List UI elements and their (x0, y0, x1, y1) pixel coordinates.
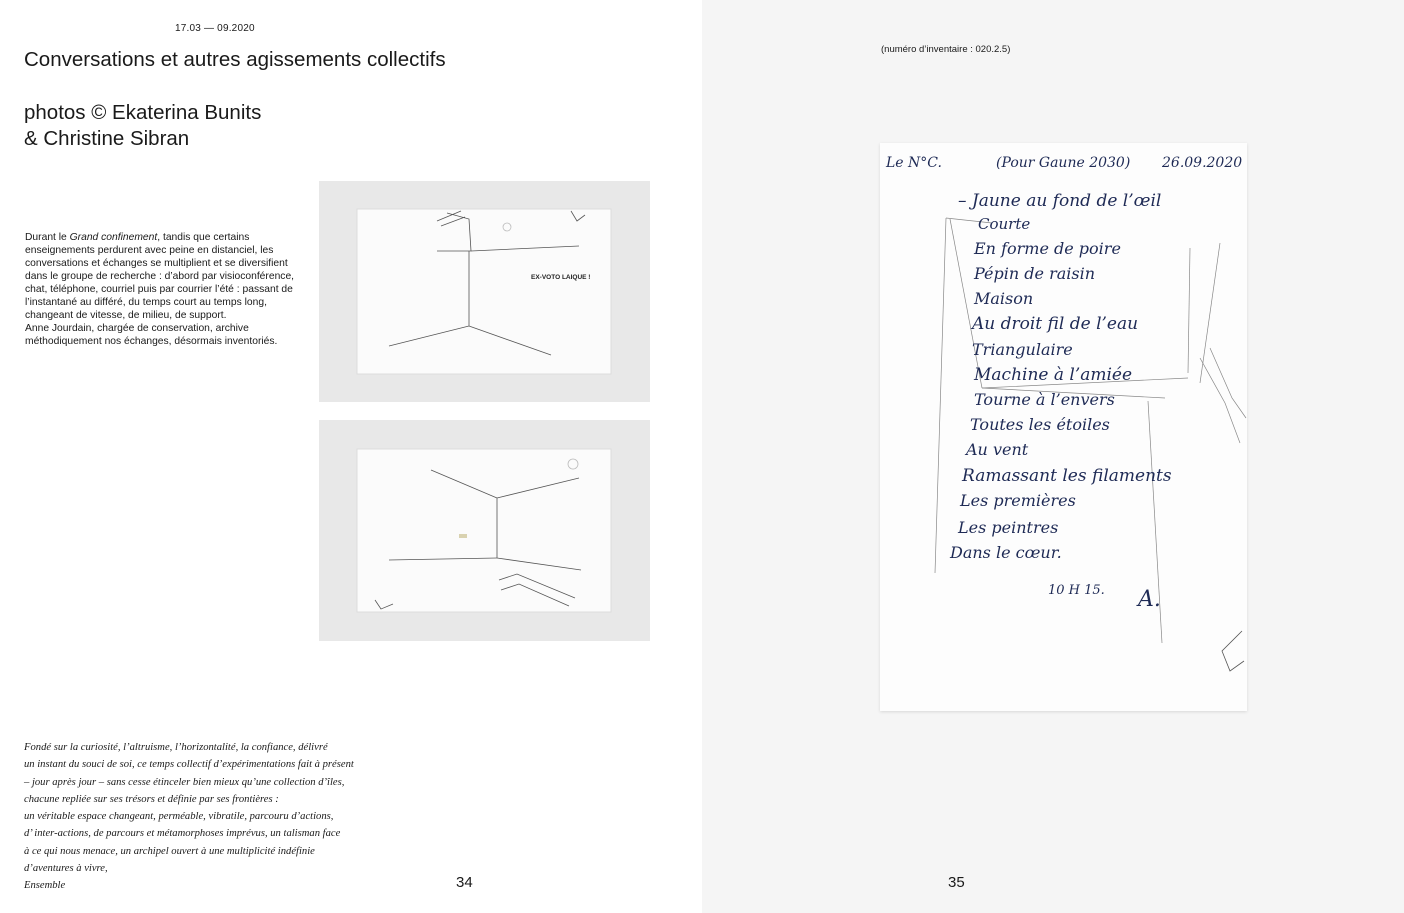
letter-time: 10 H 15. (1048, 583, 1105, 598)
photo-card-1-text: EX-VOTO LAIQUE ! (531, 274, 591, 281)
letter-signature: A. (1138, 587, 1161, 612)
letter-header-left: Le N°C. (886, 155, 942, 171)
letter-line: Maison (974, 289, 1034, 308)
poem (24, 739, 354, 895)
page-number-left: 34 (456, 874, 473, 891)
letter-line: Toutes les étoiles (970, 415, 1110, 434)
letter-line: Les premières (960, 491, 1076, 510)
page-title: Conversations et autres agissements collectifs (24, 48, 446, 71)
letter-line: Au droit fil de l’eau (972, 314, 1139, 334)
photo-card-1-illustration (319, 181, 650, 402)
letter-line: Ramassant les filaments (962, 466, 1172, 486)
body-part-1: Durant le (25, 232, 70, 243)
date-range: 17.03 — 09.2020 (175, 23, 255, 34)
inventory-number: (numéro d’inventaire : 020.2.5) (881, 44, 1011, 55)
photo-card-2-illustration (319, 420, 650, 641)
letter-line: En forme de poire (974, 239, 1121, 258)
letter-line: – Jaune au fond de l’œil (958, 191, 1162, 211)
poem-line: d’ inter-actions, de parcours et métamorphoses imprévus, un talisman face (24, 828, 341, 840)
poem-line: à ce qui nous menace, un archipel ouvert à une multiplicité indéfinie (24, 845, 315, 857)
poem-line: chacune repliée sur ses trésors et définie par ses frontières : (24, 793, 279, 805)
body-paragraph-2: Anne Jourdain, chargée de conservation, archive méthodiquement nos échanges, désormais inventoriés. (25, 323, 278, 347)
photo-card-2 (319, 420, 650, 641)
poem-line: un instant du souci de soi, ce temps collectif d’expérimentations fait à présent (24, 759, 354, 771)
handwritten-card (880, 143, 1247, 711)
letter-line: Les peintres (958, 518, 1059, 537)
right-page (702, 0, 1404, 913)
body-part-2: , tandis que certains enseignements perdurent avec peine en distanciel, les conversations et échanges se multiplient et se diversifient dans le groupe de recherche : d’abord par visioconférence, chat, téléphone, courriel puis par courrier l’été : passant de l’instantané au différé, du temps court au temps long, changeant de vitesse, de milieu, de support. (25, 232, 295, 321)
letter-line: Au vent (966, 440, 1029, 459)
letter-header-date: 26.09.2020 (1162, 155, 1243, 171)
poem-line: – jour après jour – sans cesse étinceler bien mieux qu’une collection d’îles, (24, 776, 345, 788)
letter-line: Machine à l’amiée (974, 365, 1133, 385)
photo-card-1 (319, 181, 650, 402)
letter-line: Pépin de raisin (974, 264, 1095, 283)
letter-line: Tourne à l’envers (974, 390, 1115, 409)
poem-line: Fondé sur la curiosité, l’altruisme, l’horizontalité, la confiance, délivré (24, 742, 328, 753)
body-emphasis: Grand confinement (69, 232, 158, 243)
credit-line-1: photos © Ekaterina Bunits (24, 101, 262, 124)
letter-line: Courte (978, 215, 1031, 233)
letter-line: Dans le cœur. (950, 543, 1062, 562)
poem-line: d’aventures à vivre, (24, 863, 108, 875)
credit-line-2: & Christine Sibran (24, 127, 190, 150)
letter-line: Triangulaire (972, 340, 1073, 359)
poem-line: Ensemble (24, 880, 66, 892)
body-paragraph-1 (25, 231, 310, 322)
poem-line: un véritable espace changeant, perméable, vibratile, parcouru d’actions, (24, 811, 334, 823)
photo-credits (24, 100, 261, 152)
body-text (25, 231, 310, 348)
letter-header-mid: (Pour Gaune 2030) (996, 155, 1131, 171)
page-number-right: 35 (948, 874, 965, 891)
